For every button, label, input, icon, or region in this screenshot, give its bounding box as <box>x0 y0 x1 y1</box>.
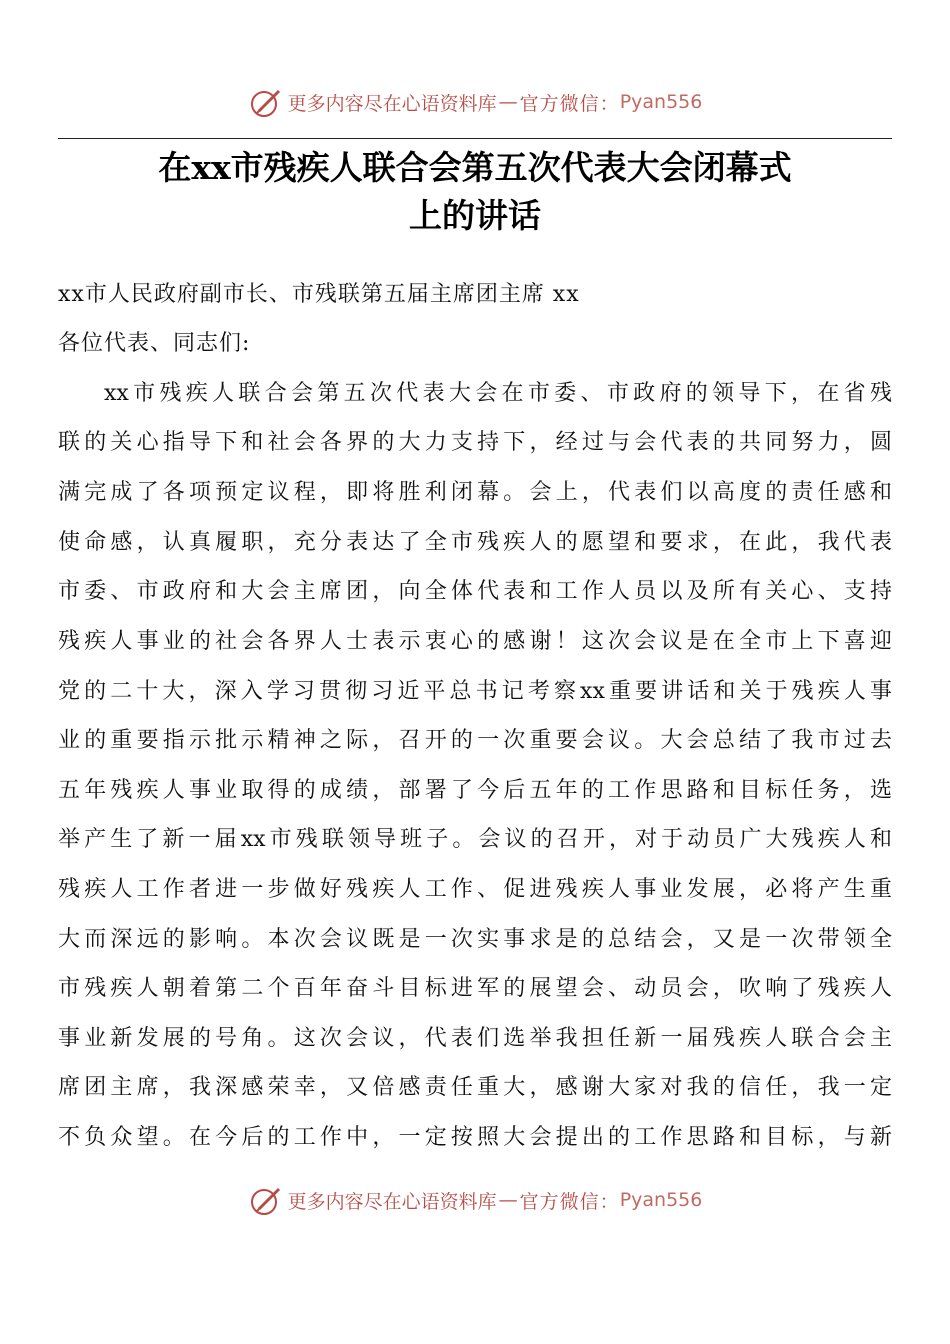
speaker-byline: xx市人民政府副市长、市残联第五届主席团主席 xx <box>58 282 580 307</box>
body-line-10: 举产生了新一届xx市残联领导班子。会议的召开，对于动员广大残疾人和 <box>58 827 892 852</box>
header-divider <box>58 138 892 139</box>
body-line-11: 残疾人工作者进一步做好残疾人工作、促进残疾人事业发展，必将产生重 <box>58 877 892 902</box>
body-line-3: 满完成了各项预定议程，即将胜利闭幕。会上，代表们以高度的责任感和 <box>58 480 892 505</box>
body-line-4: 使命感，认真履职，充分表达了全市残疾人的愿望和要求，在此，我代表 <box>58 530 892 555</box>
body-line-7: 党的二十大，深入学习贯彻习近平总书记考察xx重要讲话和关于残疾人事 <box>58 679 892 704</box>
body-line-2: 联的关心指导下和社会各界的大力支持下，经过与会代表的共同努力，圆 <box>58 430 892 455</box>
body-line-8: 业的重要指示批示精神之际，召开的一次重要会议。大会总结了我市过去 <box>58 728 892 753</box>
quill-pen-icon <box>248 84 284 120</box>
footer-watermark <box>0 1180 950 1220</box>
title-line-1: 在xx市残疾人联合会第五次代表大会闭幕式 <box>158 148 792 187</box>
title-line-2: 上的讲话 <box>409 196 541 235</box>
watermark-official-label: 官方微信： <box>519 92 620 115</box>
body-line-15: 席团主席，我深感荣幸，又倍感责任重大，感谢大家对我的信任，我一定 <box>58 1075 892 1100</box>
watermark-separator: — <box>498 91 518 113</box>
body-line-14: 事业新发展的号角。这次会议，代表们选举我担任新一届残疾人联合会主 <box>58 1026 892 1051</box>
body-line-13: 市残疾人朝着第二个百年奋斗目标进军的展望会、动员会，吹响了残疾人 <box>58 976 892 1001</box>
body-line-16: 不负众望。在今后的工作中，一定按照大会提出的工作思路和目标，与新 <box>58 1125 892 1150</box>
body-line-5: 市委、市政府和大会主席团，向全体代表和工作人员以及所有关心、支持 <box>58 579 892 604</box>
quill-pen-icon <box>248 1182 284 1218</box>
body-line-12: 大而深远的影响。本次会议既是一次实事求是的总结会，又是一次带领全 <box>58 927 892 952</box>
body-line-1: xx市残疾人联合会第五次代表大会在市委、市政府的领导下，在省残 <box>104 381 892 406</box>
body-line-6: 残疾人事业的社会各界人士表示衷心的感谢！这次会议是在全市上下喜迎 <box>58 629 892 654</box>
watermark-brand-text: 更多内容尽在心语资料库 <box>287 1190 497 1213</box>
document-title <box>58 144 892 240</box>
watermark-separator: — <box>498 1189 518 1211</box>
watermark-handle: Pyan556 <box>619 91 703 113</box>
watermark-handle: Pyan556 <box>619 1189 703 1211</box>
watermark-official-label: 官方微信： <box>519 1190 620 1213</box>
body-line-9: 五年残疾人事业取得的成绩，部署了今后五年的工作思路和目标任务，选 <box>58 778 892 803</box>
header-watermark <box>0 82 950 122</box>
salutation: 各位代表、同志们: <box>58 331 251 356</box>
watermark-brand-text: 更多内容尽在心语资料库 <box>287 92 497 115</box>
